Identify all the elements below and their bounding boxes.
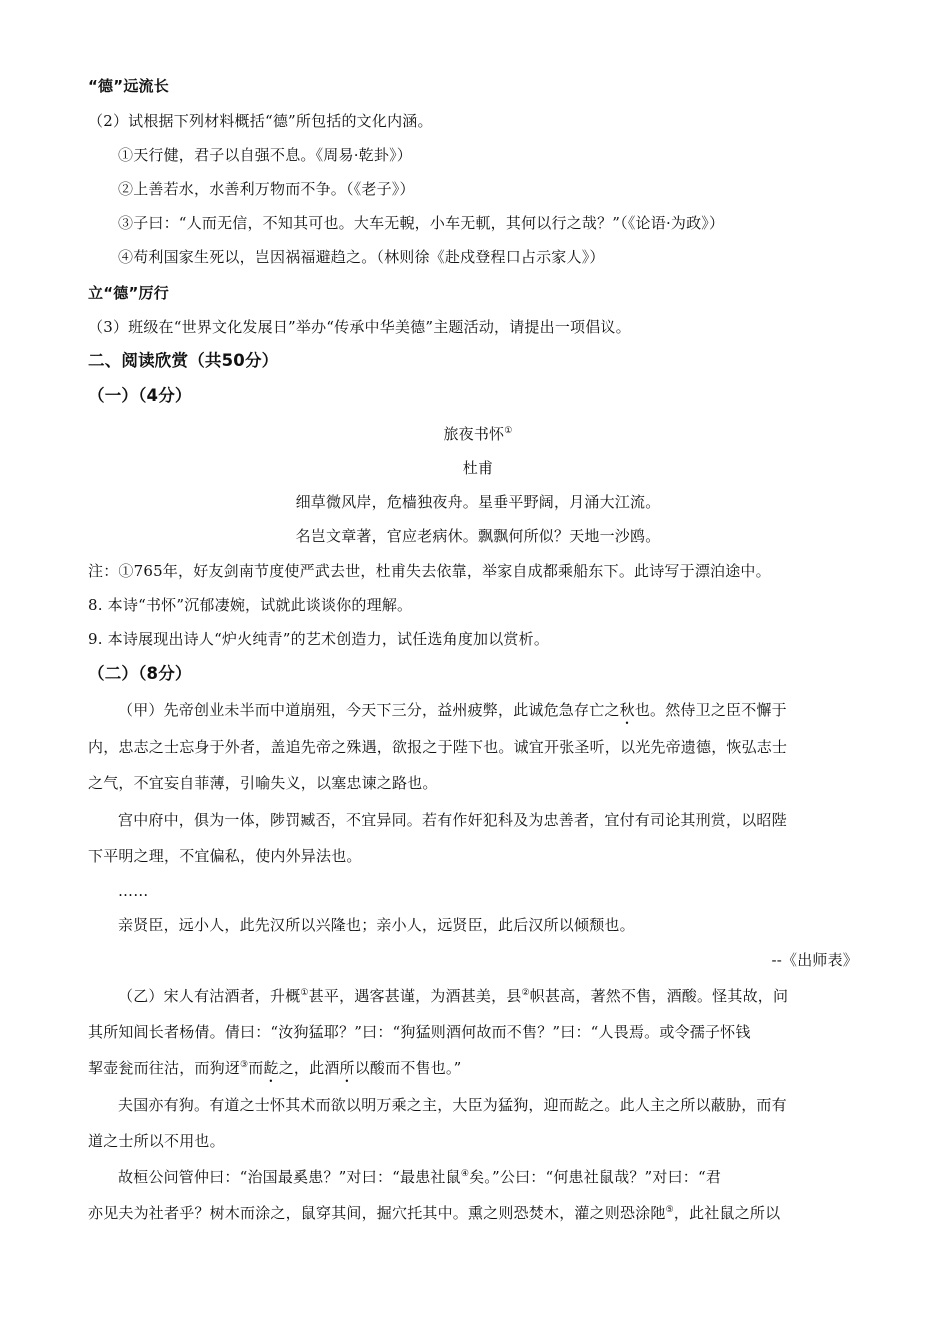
question-9: 9. 本诗展现出诗人“炉火纯青”的艺术创造力，试任选角度加以赏析。 xyxy=(88,630,550,648)
poem-line-1: 细草微风岸，危樯独夜舟。星垂平野阔，月涌大江流。 xyxy=(295,493,661,511)
passage-yi-line-2: 其所知闾长者杨倩。倩曰：“汝狗猛耶？”曰：“狗猛则酒何故而不售？”曰：“人畏焉。或令孺子怀钱 xyxy=(88,1023,751,1041)
section-heading-li-de: 立“德”厉行 xyxy=(88,284,169,302)
material-2: ②上善若水，水善利万物而不争。（《老子》） xyxy=(118,180,415,198)
passage-jia-line-2: 内，忠志之士忘身于外者，盖追先帝之殊遇，欲报之于陛下也。诚宜开张圣听，以光先帝遗德，恢弘志士 xyxy=(88,738,788,756)
emphasized-char: 所 xyxy=(339,1059,355,1077)
passage-yi-line-7: 亦见夫为社者乎？树木而涂之，鼠穿其间，掘穴托其中。熏之则恐焚木，灌之则恐涂阤⑤，此社鼠之所以 xyxy=(88,1204,781,1222)
poem-author: 杜甫 xyxy=(462,459,494,477)
passage-yi-line-1: （乙）宋人有沽酒者，升概①甚平，遇客甚谨，为酒甚美，县②帜甚高，著然不售，酒酸。怪其故，问 xyxy=(118,987,789,1005)
passage-jia-line-6: 亲贤臣，远小人，此先汉所以兴隆也；亲小人，远贤臣，此后汉所以倾颓也。 xyxy=(118,916,635,934)
passage-yi-line-5: 道之士所以不用也。 xyxy=(88,1132,225,1150)
section-heading-de-yuan: “德”远流长 xyxy=(88,77,169,95)
emphasized-char: 秋 xyxy=(619,701,635,719)
passage-yi-line-4: 夫国亦有狗。有道之士怀其术而欲以明万乘之主，大臣为猛狗，迎而龁之。此人主之所以蔽胁，而有 xyxy=(118,1096,787,1114)
question-2: （2）试根据下列材料概括“德”所包括的文化内涵。 xyxy=(88,112,433,130)
passage-jia-line-3: 之气，不宜妄自菲薄，引喻失义，以塞忠谏之路也。 xyxy=(88,774,438,792)
passage-jia-line-5: 下平明之理，不宜偏私，使内外异法也。 xyxy=(88,847,362,865)
material-3: ③子曰：“人而无信，不知其可也。大车无輗，小车无軏，其何以行之哉？”（《论语·为政》） xyxy=(118,214,725,232)
subsection-1-heading: （一）（4分） xyxy=(88,386,192,405)
material-1: ①天行健，君子以自强不息。《周易·乾卦》） xyxy=(118,146,412,164)
emphasized-char: 龁 xyxy=(263,1059,279,1077)
question-3: （3）班级在“世界文化发展日”举办“传承中华美德”主题活动，请提出一项倡议。 xyxy=(88,318,631,336)
poem-line-2: 名岂文章著，官应老病休。飘飘何所似？天地一沙鸥。 xyxy=(295,527,661,545)
subsection-2-heading: （二）（8分） xyxy=(88,664,192,683)
passage-jia-line-1: （甲）先帝创业未半而中道崩殂，今天下三分，益州疲弊，此诚危急存亡之秋也。然侍卫之臣不懈于 xyxy=(118,701,787,719)
passage-yi-line-3: 挈壶瓮而往沽，而狗迓③而龁之，此酒所以酸而不售也。” xyxy=(88,1059,462,1077)
passage-source: --《出师表》 xyxy=(771,951,858,969)
passage-ellipsis: …… xyxy=(118,882,149,900)
passage-yi-line-6: 故桓公问管仲曰：“治国最奚患？”对曰：“最患社鼠④矣。”公曰：“何患社鼠哉？”对曰：“君 xyxy=(118,1168,722,1186)
poem-note: 注：①765年，好友剑南节度使严武去世，杜甫失去依靠，举家自成都乘船东下。此诗写于漂泊途中。 xyxy=(88,562,771,580)
part-2-heading: 二、阅读欣赏（共50分） xyxy=(88,351,279,370)
passage-jia-line-4: 宫中府中，俱为一体，陟罚臧否，不宜异同。若有作奸犯科及为忠善者，宜付有司论其刑赏，以昭陛 xyxy=(118,811,787,829)
material-4: ④苟利国家生死以，岂因祸福避趋之。（林则徐《赴戍登程口占示家人》） xyxy=(118,248,605,266)
question-8: 8. 本诗“书怀”沉郁凄婉，试就此谈谈你的理解。 xyxy=(88,596,413,614)
poem-title: 旅夜书怀① xyxy=(443,425,513,443)
